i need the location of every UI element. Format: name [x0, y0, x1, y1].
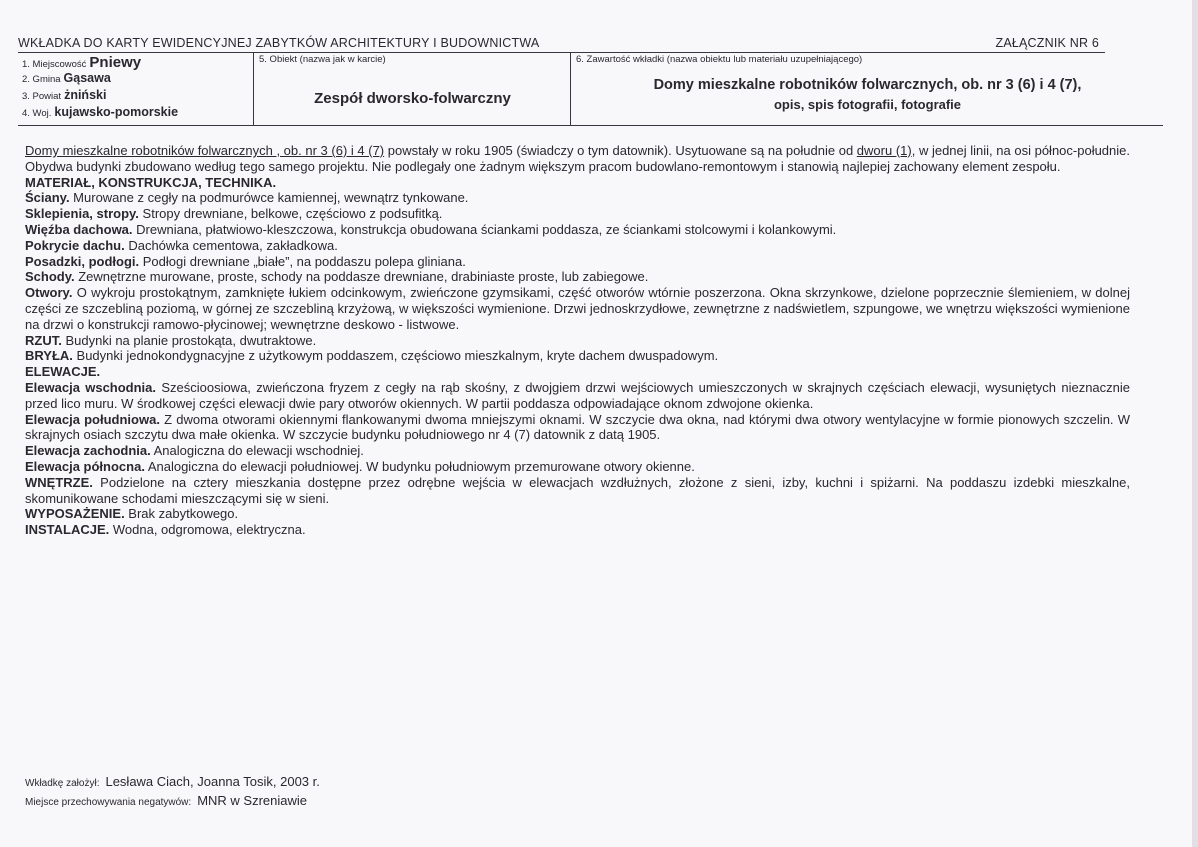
- stairs-paragraph: [25, 269, 1130, 285]
- roof-truss-text: Drewniana, płatwiowo-kleszczowa, konstrukcja obudowana ściankami poddasza, ze ściankami stolcowymi i kolankowymi.: [132, 221, 837, 237]
- interior-paragraph: [25, 475, 1130, 507]
- installations-text: Wodna, odgromowa, elektryczna.: [109, 522, 306, 538]
- author-line: [25, 774, 320, 789]
- west-elevation-text: Analogiczna do elewacji wschodniej.: [150, 443, 364, 459]
- south-elevation-heading: Elewacja południowa.: [25, 411, 160, 427]
- manor-ref: dworu (1): [856, 143, 912, 158]
- voivodeship-label: 4. Woj.: [22, 108, 52, 119]
- equipment-paragraph: [25, 506, 1130, 522]
- locality-value: Pniewy: [89, 54, 142, 71]
- object-name: Zespół dworsko-folwarczny: [314, 90, 511, 107]
- author-label: Wkładkę założył:: [25, 778, 100, 789]
- intro-text-a: powstały w roku 1905 (świadczy o tym datownik). Usytuowane są na południe od: [384, 143, 857, 158]
- elevations-heading: [25, 364, 1130, 380]
- installations-heading: INSTALACJE.: [25, 522, 110, 538]
- floors-heading: Posadzki, podłogi.: [25, 253, 140, 269]
- interior-heading: WNĘTRZE.: [25, 474, 93, 490]
- walls-text: Murowane z cegły na podmurówce kamiennej, wewnątrz tynkowane.: [69, 190, 469, 206]
- equipment-text: Brak zabytkowego.: [124, 506, 239, 522]
- roofing-heading: Pokrycie dachu.: [25, 237, 125, 253]
- material-heading-text: MATERIAŁ, KONSTRUKCJA, TECHNIKA.: [25, 174, 277, 190]
- mass-paragraph: [25, 348, 1130, 364]
- roofing-paragraph: [25, 238, 1130, 254]
- plan-heading: RZUT.: [25, 332, 62, 348]
- county-row: [22, 88, 254, 105]
- mass-text: Budynki jednokondygnacyjne z użytkowym poddaszem, częściowo mieszkalnym, kryte dachem dwuspadowym.: [72, 348, 719, 364]
- voivodeship-row: [22, 105, 254, 122]
- intro-text-b: , w jednej linii, na osi północ-południe. Obydwa budynki zbudowano według tego samego projektu. Nie podlegały one żadnym większym pracom budowlano-remontowym i stanowią najlepiej zachowany element zespołu.: [25, 143, 1130, 174]
- author-value: Lesława Ciach, Joanna Tosik, 2003 r.: [105, 774, 320, 789]
- county-value: żniński: [64, 88, 107, 102]
- header-boxes: [18, 52, 1163, 126]
- stairs-heading: Schody.: [25, 269, 75, 285]
- intro-paragraph: [25, 143, 1130, 175]
- south-elevation-paragraph: [25, 412, 1130, 444]
- west-elevation-paragraph: [25, 443, 1130, 459]
- equipment-heading: WYPOSAŻENIE.: [25, 506, 125, 522]
- floors-text: Podłogi drewniane „białe”, na poddaszu polepa gliniana.: [139, 253, 466, 269]
- object-box: [253, 52, 571, 125]
- plan-text: Budynki na planie prostokąta, dwutraktowe.: [61, 332, 317, 348]
- roof-truss-heading: Więźba dachowa.: [25, 221, 133, 237]
- east-elevation-paragraph: [25, 380, 1130, 412]
- contents-line2: opis, spis fotografii, fotografie: [773, 97, 962, 112]
- openings-heading: Otwory.: [25, 285, 73, 301]
- description-body: [25, 143, 1130, 538]
- east-elevation-text: Sześcioosiowa, zwieńczona fryzem z cegły na rąb skośny, z dwojgiem drzwi wejściowych umieszczonych w skrajnych częściach elewacji, wysuniętych nieznacznie przed lico muru. W środkowej części elewacji dwie pary otworów okiennych. W partii poddasza odpowiadające oknom zdwojone okienka.: [25, 379, 1130, 411]
- walls-paragraph: [25, 190, 1130, 206]
- north-elevation-paragraph: [25, 459, 1130, 475]
- ceilings-heading: Sklepienia, stropy.: [25, 206, 139, 222]
- contents-line1: Domy mieszkalne robotników folwarcznych, ob. nr 3 (6) i 4 (7),: [653, 77, 1082, 93]
- locality-row: [22, 54, 254, 71]
- commune-label: 2. Gmina: [22, 74, 61, 85]
- ceilings-paragraph: [25, 206, 1130, 222]
- material-heading: [25, 175, 1130, 191]
- walls-heading: Ściany.: [25, 190, 70, 206]
- location-box: [22, 54, 254, 122]
- attachment-number: ZAŁĄCZNIK NR 6: [995, 36, 1099, 50]
- contents-label: 6. Zawartość wkładki (nazwa obiektu lub materiału uzupełniającego): [576, 54, 863, 65]
- negatives-line: [25, 793, 307, 808]
- locality-label: 1. Miejscowość: [22, 59, 87, 70]
- commune-value: Gąsawa: [63, 71, 111, 85]
- negatives-label: Miejsce przechowywania negatywów:: [25, 797, 192, 808]
- floors-paragraph: [25, 254, 1130, 270]
- contents-box: [570, 52, 1164, 125]
- south-elevation-text: Z dwoma otworami okiennymi flankowanymi dwoma mniejszymi oknami. W szczycie dwa okna, nad którymi dwa otwory wentylacyjne w formie pionowych szczelin. W skrajnych osiach szczytu dwa małe okienka. W szczycie budynku południowego nr 4 (7) datownik z datą 1905.: [25, 411, 1130, 443]
- contents-title: [571, 76, 1164, 114]
- roofing-text: Dachówka cementowa, zakładkowa.: [124, 237, 338, 253]
- negatives-value: MNR w Szreniawie: [197, 793, 307, 808]
- east-elevation-heading: Elewacja wschodnia.: [25, 379, 157, 395]
- north-elevation-text: Analogiczna do elewacji południowej. W budynku południowym przemurowane otwory okienne.: [144, 458, 695, 474]
- openings-text: O wykroju prostokątnym, zamknięte łukiem odcinkowym, zwieńczone gzymsikami, część otworów wtórnie poszerzona. Okna skrzynkowe, dzielone poprzecznie ślemieniem, w dolnej części ze szczebliną poziomą, w górnej ze szczebliną krzyżową, w większości wymienione. Drzwi jednoskrzydłowe, zewnętrzne z nadświetlem, szpungowe, we wnętrzu większości wymienione na drzwi o konstrukcji ramowo-płycinowej; wewnętrzne deskowo - listwowe.: [25, 285, 1130, 332]
- west-elevation-heading: Elewacja zachodnia.: [25, 443, 151, 459]
- interior-text: Podzielone na cztery mieszkania dostępne przez odrębne wejścia w elewacjach wzdłużnych, złożone z sieni, izby, kuchni i spiżarni. Na poddaszu izdebki mieszkalne, skomunikowane schodami mieszczącymi się w sieni.: [25, 474, 1130, 506]
- openings-paragraph: [25, 285, 1130, 332]
- ceilings-text: Stropy drewniane, belkowe, częściowo z podsufitką.: [138, 206, 443, 222]
- elevations-heading-text: ELEWACJE.: [25, 364, 101, 380]
- plan-paragraph: [25, 333, 1130, 349]
- mass-heading: BRYŁA.: [25, 348, 73, 364]
- card-title: WKŁADKA DO KARTY EWIDENCYJNEJ ZABYTKÓW ARCHITEKTURY I BUDOWNICTWA: [18, 36, 540, 50]
- object-label: 5. Obiekt (nazwa jak w karcie): [259, 54, 386, 65]
- commune-row: [22, 71, 254, 88]
- county-label: 3. Powiat: [22, 91, 62, 102]
- installations-paragraph: [25, 522, 1130, 538]
- north-elevation-heading: Elewacja północna.: [25, 458, 145, 474]
- intro-object-ref: Domy mieszkalne robotników folwarcznych , ob. nr 3 (6) i 4 (7): [25, 143, 385, 158]
- stairs-text: Zewnętrzne murowane, proste, schody na poddasze drewniane, drabiniaste proste, lub zabiegowe.: [74, 269, 649, 285]
- roof-truss-paragraph: [25, 222, 1130, 238]
- card-header: [18, 34, 1105, 53]
- voivodeship-value: kujawsko-pomorskie: [54, 105, 179, 119]
